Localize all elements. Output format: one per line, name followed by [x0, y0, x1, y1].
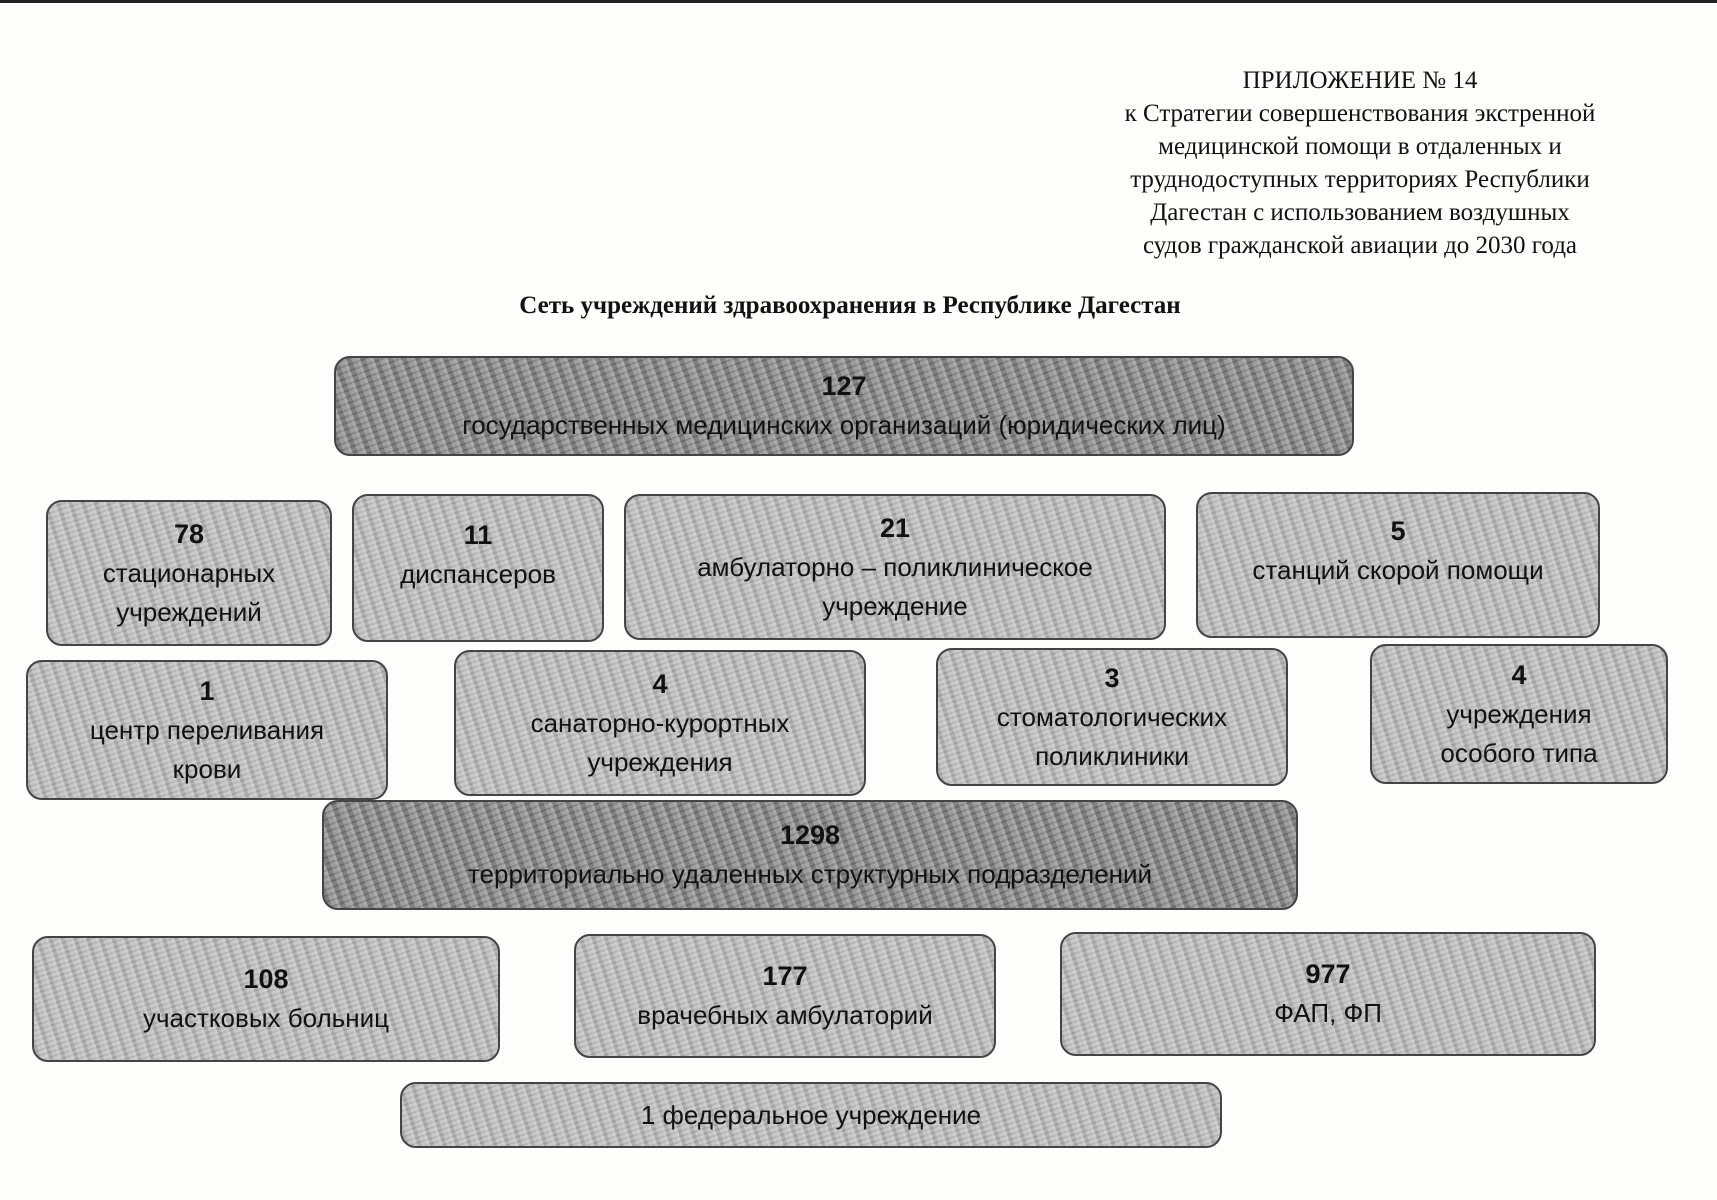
box-number: 4 [652, 668, 668, 699]
appendix-line: судов гражданской авиации до 2030 года [1142, 232, 1578, 259]
box-label: ФАП, ФП [1274, 998, 1382, 1028]
box-ambulance-stations [1196, 492, 1600, 638]
box-label: станций скорой помощи [1252, 555, 1544, 585]
box-number: 21 [879, 512, 911, 543]
box-label: диспансеров [400, 559, 556, 589]
box-number: 1298 [779, 820, 841, 850]
box-blood-center [26, 660, 388, 800]
appendix-line: к Стратегии совершенствования экстренной [1124, 100, 1596, 127]
box-number: 3 [1104, 662, 1120, 693]
box-dental [936, 648, 1288, 786]
box-number: 108 [243, 964, 289, 994]
box-label: учреждение [822, 590, 968, 621]
box-label: 1 федеральное учреждение [640, 1099, 982, 1130]
box-number: 78 [173, 518, 205, 549]
box-number: 11 [463, 520, 493, 550]
appendix-line: ПРИЛОЖЕНИЕ № 14 [1242, 67, 1478, 94]
box-state-organizations [334, 356, 1354, 456]
box-number: 5 [1390, 516, 1406, 546]
appendix-line: медицинской помощи в отдаленных и [1158, 133, 1562, 160]
box-label: врачебных амбулаторий [637, 1000, 933, 1030]
box-outpatient [624, 494, 1166, 640]
box-inpatient [46, 500, 332, 646]
box-dispensaries [352, 494, 604, 642]
appendix-line: Дагестан с использованием воздушных [1150, 199, 1570, 226]
box-fap [1060, 932, 1596, 1056]
appendix-line: труднодоступных территориях Республики [1130, 166, 1590, 193]
box-label: амбулаторно – поликлиническое [697, 551, 1093, 582]
box-label: центр переливания [89, 714, 325, 745]
box-label: учреждений [116, 596, 262, 627]
box-number: 1 [199, 675, 215, 706]
box-ambulatories [574, 934, 996, 1058]
box-number: 177 [762, 961, 808, 991]
box-label: стационарных [102, 557, 276, 588]
box-label: особого типа [1440, 737, 1598, 768]
box-label: территориально удаленных структурных подразделений [467, 859, 1153, 889]
box-number: 977 [1305, 959, 1351, 989]
box-sanatorium [454, 650, 866, 796]
box-label: учреждения [587, 746, 733, 777]
page-top-border [0, 0, 1717, 3]
box-number: 4 [1511, 659, 1527, 690]
box-label: стоматологических [996, 701, 1228, 732]
box-special-type [1370, 644, 1668, 784]
box-label: поликлиники [1035, 740, 1189, 771]
box-number: 127 [821, 371, 867, 401]
box-label: участковых больниц [142, 1003, 390, 1033]
appendix-header [1040, 64, 1680, 262]
document-title: Сеть учреждений здравоохранения в Республике Дагестан [519, 292, 1181, 319]
box-label: санаторно-курортных [530, 707, 790, 738]
box-label: государственных медицинских организаций (юридических лиц) [462, 410, 1226, 440]
box-label: учреждения [1446, 698, 1592, 729]
box-remote-units [322, 800, 1298, 910]
box-district-hospitals [32, 936, 500, 1062]
box-label: крови [172, 753, 242, 784]
box-federal [400, 1082, 1222, 1148]
